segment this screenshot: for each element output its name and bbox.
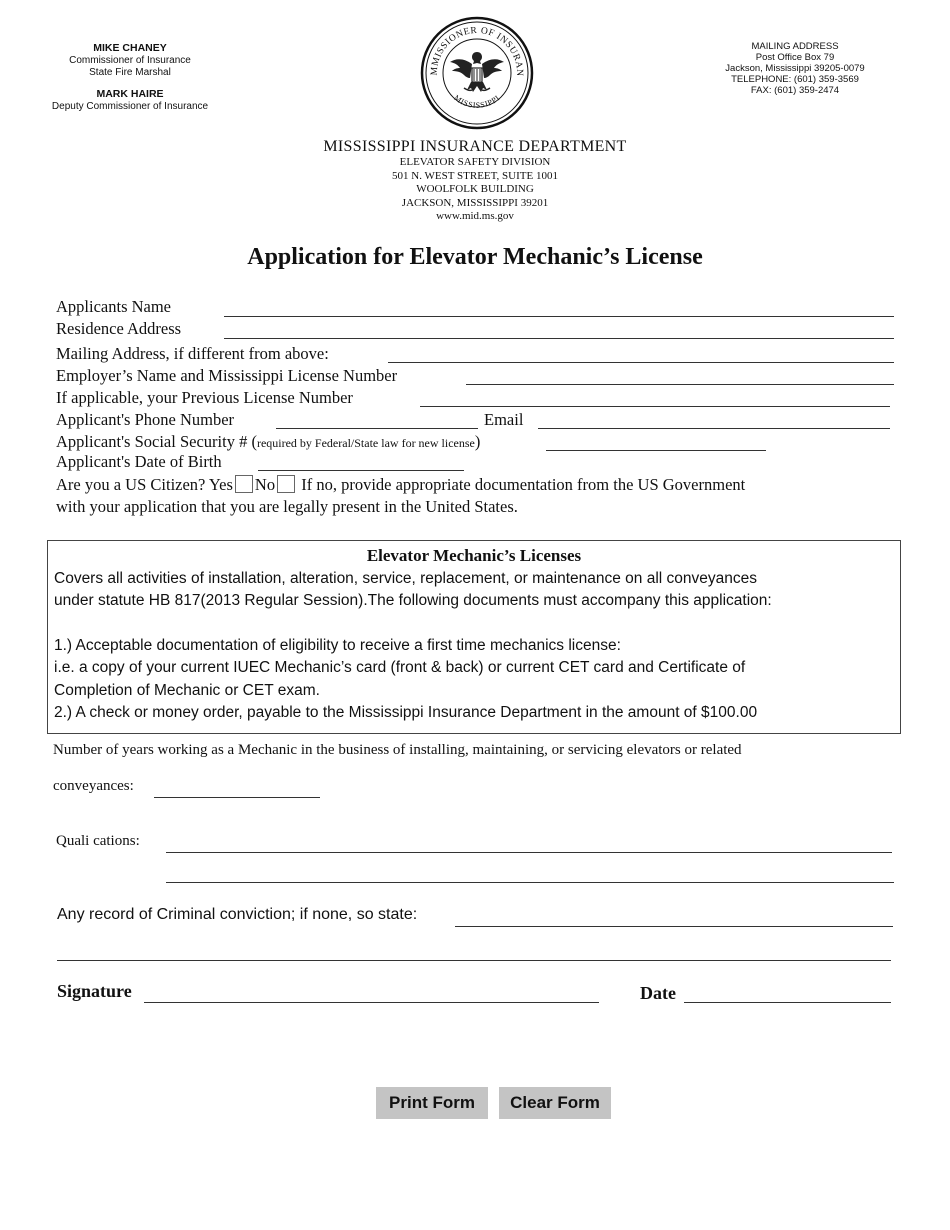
date-field[interactable] [684,1002,891,1003]
form-title: Application for Elevator Mechanic’s License [247,244,703,270]
employer-label: Employer’s Name and Mississippi License Number [56,366,398,385]
print-form-button[interactable]: Print Form [376,1087,488,1119]
applicant-name-label: Applicants Name [56,297,172,316]
state-seal [420,16,534,130]
years-field[interactable] [154,797,320,798]
previous-license-field[interactable] [420,406,890,407]
applicant-name-field[interactable] [224,316,894,317]
qualifications-field-1[interactable] [166,852,892,853]
ssn-note-close: ) [474,432,481,451]
department-block [200,138,750,224]
criminal-field-1[interactable] [455,926,893,927]
seal-icon [420,16,534,130]
ssn-note-open: ( [251,432,257,451]
ssn-note: required by Federal/State law for new license [256,436,475,450]
citizen-note-1: If no, provide appropriate documentation from the US Government [301,475,746,494]
signature-label: Signature [57,981,132,1001]
fire-marshal-title: State Fire Marshal [89,67,171,78]
mailing-address-label: MAILING ADDRESS [751,41,839,52]
commissioner-name: MIKE CHANEY [93,42,167,54]
license-box-item-1-detail-1: i.e. a copy of your current IUEC Mechanic’s card (front & back) or current CET card and Certificate of [54,659,746,676]
residence-address-label: Residence Address [56,319,182,338]
license-box-item-1: 1.) Acceptable documentation of eligibility to receive a first time mechanics license: [54,637,621,654]
mailing-address-block [715,41,875,96]
email-field[interactable] [538,428,890,429]
department-website: www.mid.ms.gov [436,210,514,222]
citizen-yes-checkbox[interactable] [235,475,253,493]
employer-field[interactable] [466,384,894,385]
residence-address-field[interactable] [224,338,894,339]
commissioner-block [40,42,220,113]
department-name: MISSISSIPPI INSURANCE DEPARTMENT [323,138,627,155]
clear-form-button[interactable]: Clear Form [499,1087,611,1119]
mailing-address-label-field: Mailing Address, if different from above: [56,344,329,363]
ssn-label: Applicant's Social Security # [56,432,248,451]
license-box-item-2: 2.) A check or money order, payable to the Mississippi Insurance Department in the amount of $100.00 [54,704,758,721]
license-box-item-1-detail-2: Completion of Mechanic or CET exam. [54,682,320,699]
dob-field[interactable] [258,470,464,471]
department-street: 501 N. WEST STREET, SUITE 1001 [392,169,558,182]
seal-bottom-text: MISSISSIPPI [452,93,502,110]
mailing-city: Jackson, Mississippi 39205-0079 [725,63,865,74]
citizen-row [56,475,745,495]
department-building: WOOLFOLK BUILDING [416,183,534,195]
qualifications-label: Quali cations: [56,833,140,849]
no-label: No [254,475,276,494]
years-label-1: Number of years working as a Mechanic in the business of installing, maintaining, or servicing elevators or related [53,742,742,758]
previous-license-label: If applicable, your Previous License Number [56,388,353,407]
license-box-title: Elevator Mechanic’s Licenses [366,546,582,565]
ssn-field[interactable] [546,450,766,451]
signature-field[interactable] [144,1002,599,1003]
date-label: Date [640,983,676,1003]
criminal-field-2[interactable] [57,960,891,961]
citizen-note-2: with your application that you are legally present in the United States. [56,497,518,516]
years-label-2: conveyances: [53,778,134,794]
commissioner-title: Commissioner of Insurance [69,55,191,66]
dob-label: Applicant's Date of Birth [56,452,222,471]
criminal-label: Any record of Criminal conviction; if none, so state: [57,906,418,923]
telephone: TELEPHONE: (601) 359-3569 [731,74,859,85]
qualifications-field-2[interactable] [166,882,894,883]
phone-field[interactable] [276,428,478,429]
email-label: Email [484,410,524,429]
license-box-line-2: under statute HB 817(2013 Regular Session).The following documents must accompany this application: [54,592,772,609]
mailing-address-field[interactable] [388,362,894,363]
ssn-label-row [56,432,480,452]
yes-label: Yes [208,475,233,494]
po-box: Post Office Box 79 [755,52,835,63]
fax: FAX: (601) 359-2474 [750,85,840,96]
citizen-question: Are you a US Citizen? [56,475,206,494]
seal-top-text: MMISSIONER OF INSURAN [429,25,525,77]
phone-label: Applicant's Phone Number [56,410,235,429]
department-city: JACKSON, MISSISSIPPI 39201 [401,196,549,209]
citizen-no-checkbox[interactable] [277,475,295,493]
deputy-title: Deputy Commissioner of Insurance [51,101,209,112]
division-name: ELEVATOR SAFETY DIVISION [399,156,551,168]
deputy-name: MARK HAIRE [96,88,164,100]
license-box-line-1: Covers all activities of installation, alteration, service, replacement, or maintenance on all conveyances [54,570,758,587]
